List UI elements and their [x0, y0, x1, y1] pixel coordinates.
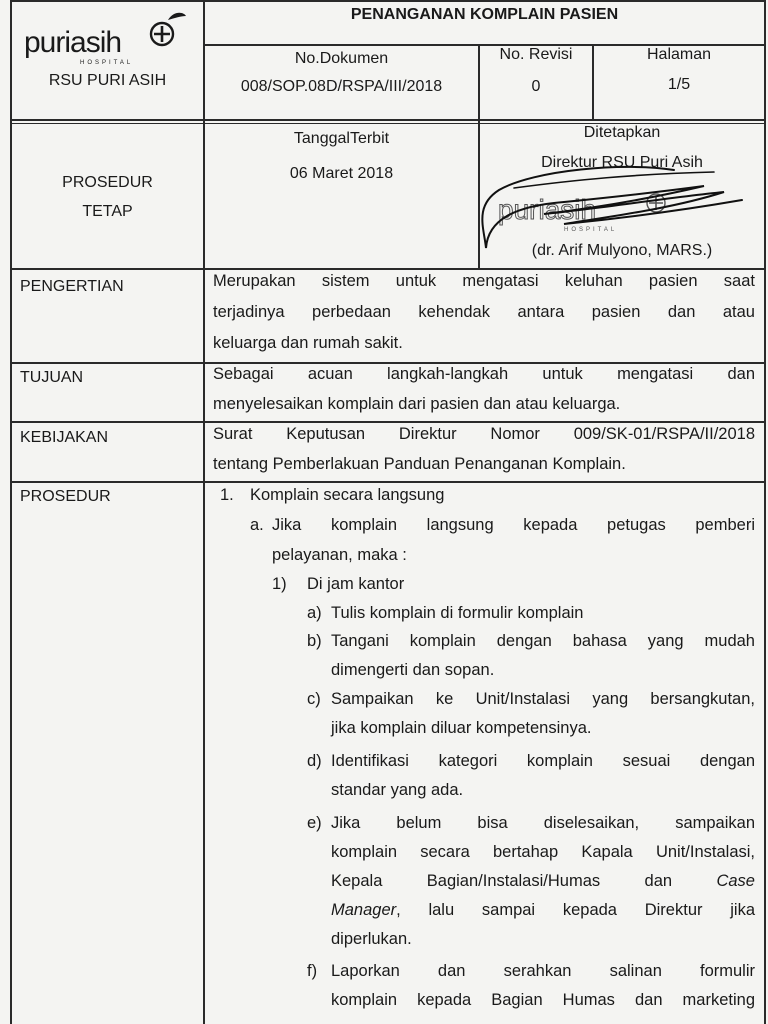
- doc-no-label: No.Dokumen: [294, 50, 389, 67]
- tujuan-text-line1: Sebagai acuan langkah-langkah untuk mengatasi dan: [213, 365, 755, 383]
- issue-date-label: TanggalTerbit: [293, 130, 390, 147]
- tujuan-text-line2: menyelesaikan komplain dari pasien dan atau keluarga.: [213, 395, 621, 413]
- hospital-logo-sub: HOSPITAL: [80, 60, 134, 66]
- step-c-line1: Sampaikan ke Unit/Instalasi yang bersangkutan,: [331, 690, 755, 708]
- prosedur-item1-num: 1.: [220, 486, 234, 504]
- document-type-line2: TETAP: [82, 203, 133, 220]
- revision-value: 0: [531, 78, 541, 95]
- step-e-num: e): [307, 814, 322, 832]
- page-value: 1/5: [667, 76, 691, 93]
- step-f-line1: Laporkan dan serahkan salinan formulir: [331, 962, 755, 980]
- step-f-line2: komplain kepada Bagian Humas dan marketing: [331, 991, 755, 1009]
- kebijakan-text-line2: tentang Pemberlakuan Panduan Penanganan Komplain.: [213, 455, 626, 473]
- step-d-num: d): [307, 752, 322, 770]
- step-b-num: b): [307, 632, 322, 650]
- step-d-line1: Identifikasi kategori komplain sesuai dengan: [331, 752, 755, 770]
- prosedur-item-a-num: a.: [250, 516, 264, 534]
- tujuan-label: TUJUAN: [20, 369, 84, 386]
- step-b-line1: Tangani komplain dengan bahasa yang mudah: [331, 632, 755, 650]
- hospital-logo-mark: [18, 8, 198, 68]
- step-e-line2: komplain secara bertahap Kapala Unit/Instalasi,: [331, 843, 755, 861]
- step-e-line4: [331, 900, 755, 920]
- step-c-line2: jika komplain diluar kompetensinya.: [331, 719, 592, 737]
- pengertian-text-line1: Merupakan sistem untuk mengatasi keluhan pasien saat: [213, 272, 755, 290]
- pengertian-label: PENGERTIAN: [20, 278, 124, 295]
- doc-no-value: 008/SOP.08D/RSPA/III/2018: [240, 78, 443, 95]
- step-e-line4-italic: Manager: [331, 901, 397, 919]
- revision-label: No. Revisi: [499, 46, 573, 63]
- stamp-word: puriasih: [498, 194, 597, 225]
- stamp-sub: HOSPITAL: [564, 227, 618, 233]
- approver-title: Direktur RSU Puri Asih: [541, 154, 703, 171]
- document-type-line1: PROSEDUR: [62, 174, 153, 191]
- kebijakan-label: KEBIJAKAN: [20, 429, 109, 446]
- prosedur-label: PROSEDUR: [20, 488, 111, 505]
- prosedur-item-1-text: Di jam kantor: [307, 575, 405, 593]
- approver-name: (dr. Arif Mulyono, MARS.): [531, 242, 713, 259]
- pengertian-text-line2: terjadinya perbedaan kehendak antara pasien dan atau: [213, 303, 755, 321]
- step-e-line4-text: , lalu sampai kepada Direktur jika: [396, 901, 755, 919]
- step-c-num: c): [307, 690, 321, 708]
- hospital-logo-word: puriasih: [24, 26, 122, 59]
- approved-label: Ditetapkan: [583, 124, 661, 141]
- step-a-line1: Tulis komplain di formulir komplain: [331, 604, 584, 622]
- header-bottom-line: [10, 119, 766, 121]
- step-f-num: f): [307, 962, 318, 980]
- hospital-logo: [18, 8, 198, 68]
- step-e-line1: Jika belum bisa diselesaikan, sampaikan: [331, 814, 755, 832]
- prosedur-item-1-num: 1): [272, 575, 287, 593]
- kebijakan-bottom-line: [10, 481, 766, 483]
- step-e-line5: diperlukan.: [331, 930, 412, 948]
- prosedur-item-a-line1: Jika komplain langsung kepada petugas pemberi: [272, 516, 755, 534]
- hospital-logo-leaf-icon: [168, 13, 186, 20]
- outer-border-right: [764, 0, 766, 1024]
- step-e-line3: [331, 871, 755, 891]
- step-e-line3-italic: Case: [716, 872, 755, 890]
- approval-bottom-line: [10, 268, 766, 270]
- prosedur-item-a-line2: pelayanan, maka :: [272, 546, 407, 564]
- issue-date-value: 06 Maret 2018: [289, 165, 394, 182]
- label-col-divider: [203, 270, 205, 1024]
- kebijakan-text-line1: Surat Keputusan Direktur Nomor 009/SK-01/RSPA/II/2018: [213, 425, 755, 443]
- outer-border-left: [10, 0, 12, 1024]
- step-e-line3-text: Kepala Bagian/Instalasi/Humas dan: [331, 872, 717, 890]
- document-title: PENANGANAN KOMPLAIN PASIEN: [350, 6, 619, 23]
- step-a-num: a): [307, 604, 322, 622]
- hospital-logo-cross-icon: [154, 26, 170, 42]
- step-b-line2: dimengerti dan sopan.: [331, 661, 495, 679]
- pengertian-text-line3: keluarga dan rumah sakit.: [213, 334, 403, 352]
- tujuan-bottom-line: [10, 421, 766, 423]
- hospital-name: RSU PURI ASIH: [48, 72, 167, 89]
- prosedur-item1-text: Komplain secara langsung: [250, 486, 445, 504]
- outer-border-top: [10, 0, 766, 2]
- page-label: Halaman: [646, 46, 712, 63]
- step-d-line2: standar yang ada.: [331, 781, 464, 799]
